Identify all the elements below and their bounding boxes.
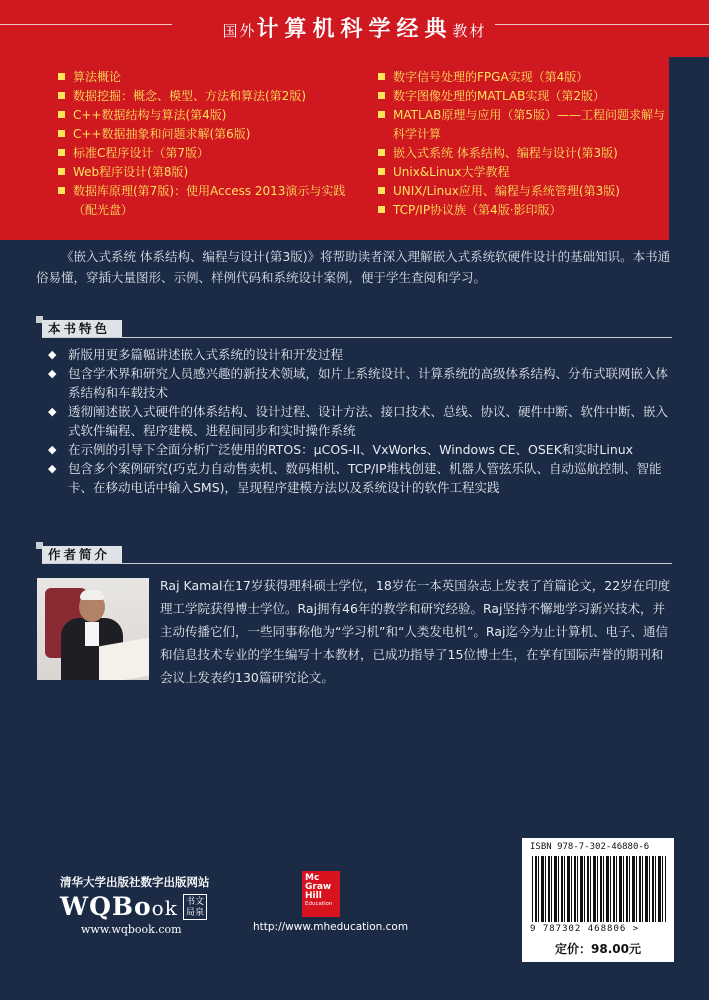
features-list — [48, 345, 674, 497]
mh-line: Hill — [305, 891, 322, 901]
booklist-item: 数据库原理(第7版)：使用Access 2013演示与实践（配光盘） — [56, 182, 368, 220]
booklist-item: MATLAB原理与应用（第5版）——工程问题求解与科学计算 — [376, 106, 676, 144]
booklist-item: C++数据抽象和问题求解(第6版) — [56, 125, 368, 144]
series-suffix: 教材 — [452, 22, 487, 40]
publisher-name: 清华大学出版社数字出版网站 — [60, 875, 210, 889]
booklist-left — [56, 68, 368, 220]
price-label: 定价：98.00元 — [555, 942, 641, 956]
feature-item: ◆ 新版用更多篇幅讲述嵌入式系统的设计和开发过程 — [48, 345, 674, 364]
barcode-box — [522, 838, 674, 962]
mheducation-url: http://www.mheducation.com — [253, 921, 409, 933]
feature-item: ◆ 透彻阐述嵌入式硬件的体系结构、设计过程、设计方法、接口技术、总线、协议、硬件中断、软件中断、嵌入式软件编程、程序建模、进程间同步和实时操作系统 — [48, 402, 674, 440]
barcode-bars — [532, 856, 666, 922]
booklist-item: Web程序设计(第8版) — [56, 163, 368, 182]
booklist-item: 算法概论 — [56, 68, 368, 87]
booklist-item: 数字图像处理的MATLAB实现（第2版） — [376, 87, 676, 106]
barcode-digits: 9 787302 468806 > — [530, 924, 640, 934]
booklist-right — [376, 68, 676, 220]
booklist-item: 嵌入式系统 体系结构、编程与设计(第3版) — [376, 144, 676, 163]
wqbook-logo-main: WQBo — [60, 892, 152, 921]
booklist-item: C++数据结构与算法(第4版) — [56, 106, 368, 125]
book-intro: 《嵌入式系统 体系结构、编程与设计(第3版)》将帮助读者深入理解嵌入式系统软硬件设计的基础知识。本书通俗易懂，穿插大量图形、示例、样例代码和系统设计案例，便于学生查阅和学习。 — [36, 249, 671, 285]
booklist-item: Unix&Linux大学教程 — [376, 163, 676, 182]
author-heading-bar — [36, 542, 672, 564]
author-photo — [37, 578, 149, 680]
mh-edu: Education — [305, 901, 333, 907]
photo-hair — [80, 590, 104, 600]
wqbook-logo-tail: ok — [151, 896, 178, 920]
author-bio: Raj Kamal在17岁获得理科硕士学位，18岁在一本英国杂志上发表了首篇论文，22岁在印度理工学院获得博士学位。Raj拥有46年的教学和研究经验。Raj坚持不懈地学习新兴技术，并主动传播它们，一些同事称他为“学习机”和“人类发电机”。Raj迄今为止计算机、电子、通信和信息技术专业的学生编写十本教材，已成功指导了15位博士生，在享有国际声誉的期刊和会议上发表约130篇研究论文。 — [160, 578, 671, 685]
heading-rule — [42, 563, 672, 564]
isbn-text: ISBN 978-7-302-46880-6 — [530, 842, 650, 852]
mh-line: Graw — [305, 882, 332, 892]
wqbook-logo — [60, 894, 178, 920]
feature-item: ◆ 包含学术界和研究人员感兴趣的新技术领域，如片上系统设计、计算系统的高级体系结构、分布式联网嵌入体系结构和车载技术 — [48, 364, 674, 402]
booklist-item: TCP/IP协议族（第4版·影印版） — [376, 201, 676, 220]
features-heading: 本书特色 — [42, 320, 122, 338]
booklist-item: 标准C程序设计（第7版） — [56, 144, 368, 163]
feature-item: ◆ 在示例的引导下全面分析广泛使用的RTOS：μCOS-II、VxWorks、Windows CE、OSEK和实时Linux — [48, 440, 674, 459]
features-heading-bar — [36, 316, 672, 338]
mh-line: Mc — [305, 873, 320, 883]
author-heading: 作者简介 — [42, 546, 122, 564]
mcgraw-hill-logo — [302, 871, 340, 917]
series-title — [0, 12, 709, 43]
series-prefix: 国外 — [222, 22, 257, 40]
booklist-item: 数据挖掘：概念、模型、方法和算法(第2版) — [56, 87, 368, 106]
wqbook-url: www.wqbook.com — [81, 923, 182, 936]
series-main: 计算机科学经典 — [256, 16, 453, 42]
wqbook-badge: 书文局泉 — [183, 894, 207, 920]
photo-book — [99, 638, 149, 680]
booklist-item: 数字信号处理的FPGA实现（第4版） — [376, 68, 676, 87]
feature-item: ◆ 包含多个案例研究(巧克力自动售卖机、数码相机、TCP/IP堆栈创建、机器人管弦乐队、自动巡航控制、智能卡、在移动电话中输入SMS)，呈现程序建模方法以及系统设计的软件工程实践 — [48, 459, 674, 497]
booklist-item: UNIX/Linux应用、编程与系统管理(第3版) — [376, 182, 676, 201]
heading-rule — [42, 337, 672, 338]
photo-shirt — [85, 622, 99, 646]
